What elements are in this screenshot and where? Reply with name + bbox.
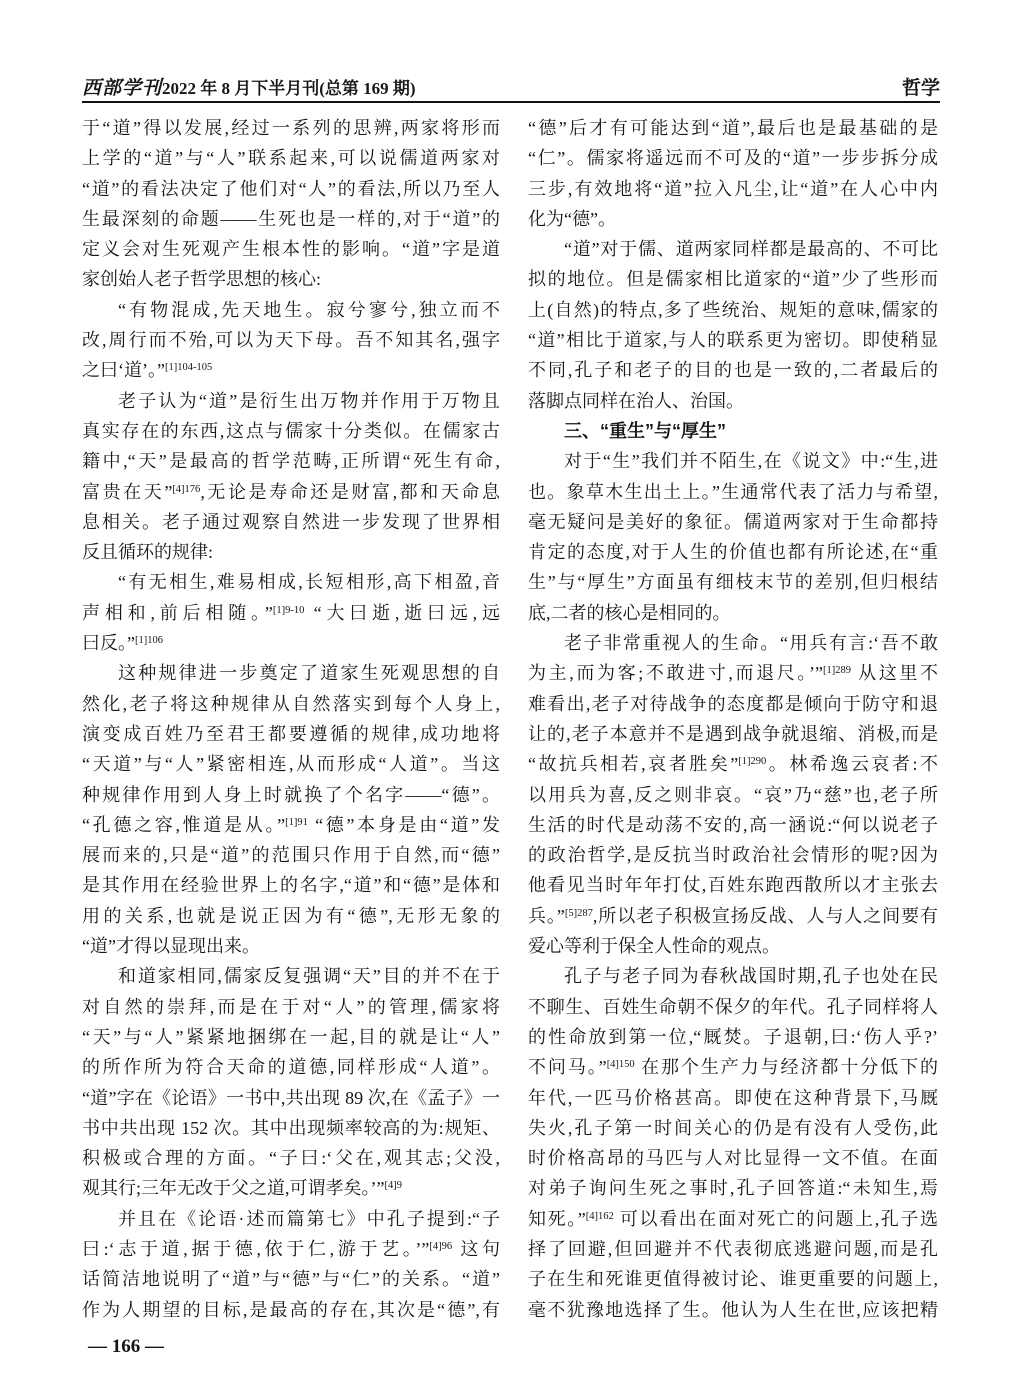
paragraph — [82, 961, 500, 1203]
text-run: “故抗兵相若,哀者胜矣” — [528, 754, 739, 775]
paragraph — [528, 628, 938, 961]
text-line: 息相关。老子通过观察自然进一步发现了世界相 — [82, 511, 500, 532]
text-line — [82, 1173, 500, 1203]
text-run: 之曰‘道’。” — [82, 360, 165, 381]
text-line: 用的关系,也就是说正因为有“德”,无形无象的 — [82, 905, 500, 926]
text-line: 作为人期望的目标,是最高的存在,其次是“德”,有 — [82, 1299, 500, 1320]
section-label: 哲学 — [901, 78, 940, 99]
text-line: 老子认为“道”是衍生出万物并作用于万物且 — [118, 390, 500, 411]
text-line: 爱心等利于保全人性命的观点。 — [528, 936, 780, 957]
text-line: 落脚点同样在治人、治国。 — [528, 390, 744, 411]
text-line: 化为“德”。 — [528, 208, 616, 229]
text-line: 种规律作用到人身上时就换了个名字——“德”。 — [82, 784, 500, 805]
citation-superscript: [4]162 — [585, 1210, 614, 1222]
text-line — [528, 1052, 938, 1082]
text-line — [528, 749, 938, 779]
text-line: “天道”与“人”紧密相连,从而形成“人道”。当这 — [82, 754, 500, 775]
text-line: 于“道”得以发展,经过一系列的思辨,两家将形而 — [82, 118, 500, 138]
citation-superscript: [1]290 — [738, 756, 767, 768]
text-line: 的所作所为符合天命的道德,同样形成“人道”。 — [82, 1057, 500, 1078]
text-run: 富贵在天” — [82, 481, 173, 502]
text-run: ,无论是寿命还是财富,都和天命息 — [200, 481, 500, 502]
header-rule — [82, 101, 940, 103]
text-run: ,所以老子积极宣扬反战、人与人之间要有 — [592, 905, 938, 926]
text-line — [82, 810, 500, 840]
text-line: 是其作用在经验世界上的名字,“道”和“德”是体和 — [82, 875, 500, 896]
text-run: 为主,而为客;不敢进寸,而退尺。’” — [528, 663, 823, 684]
text-line: 反且循环的规律: — [82, 542, 214, 563]
text-line: “有无相生,难易相成,长短相形,高下相盈,音 — [118, 572, 500, 593]
text-line: 的性命放到第一位,“厩焚。子退朝,曰:‘伤人乎?’ — [528, 1026, 938, 1047]
text-line: 籍中,“天”是最高的哲学范畴,正所谓“死生有命, — [82, 451, 500, 472]
text-run: 声相和,前后相随。” — [82, 602, 273, 623]
citation-superscript: [1]289 — [823, 665, 851, 677]
text-line: “道”的看法决定了他们对“人”的看法,所以乃至人 — [82, 178, 500, 199]
citation-superscript: [5]287 — [564, 907, 593, 919]
text-line: 书中共出现 152 次。其中出现频率较高的为:规矩、 — [82, 1117, 500, 1138]
text-line — [528, 901, 938, 931]
text-line: 演变成百姓乃至君王都要遵循的规律,成功地将 — [82, 723, 500, 744]
text-line: 积极或合理的方面。“子曰:‘父在,观其志;父没, — [82, 1148, 500, 1169]
text-line: “德”后才有可能达到“道”,最后也是最基础的是 — [528, 118, 938, 138]
text-line: 和道家相同,儒家反复强调“天”目的并不在于 — [118, 966, 500, 987]
text-line: 不聊生、百姓生命朝不保夕的年代。孔子同样将人 — [528, 996, 938, 1017]
paragraph — [528, 113, 938, 234]
text-line: 老子非常重视人的生命。“用兵有言:‘吾不敢 — [564, 633, 938, 654]
text-line — [82, 628, 500, 658]
paragraph — [82, 386, 500, 568]
paragraph — [82, 1204, 500, 1325]
text-run: 从这里不 — [851, 663, 938, 684]
text-line: 生活的时代是动荡不安的,高一涵说:“何以说老子 — [528, 814, 938, 835]
text-line: “有物混成,先天地生。寂兮寥兮,独立而不 — [118, 299, 500, 320]
citation-superscript: [1]91 — [285, 816, 308, 828]
text-line: 也。象草木生出土上。”生通常代表了活力与希望, — [528, 481, 938, 502]
text-run: “德”本身是由“道”发 — [307, 814, 500, 835]
text-line: 上(自然)的特点,多了些统治、规矩的意味,儒家的 — [528, 299, 938, 320]
citation-superscript: [4]150 — [606, 1059, 635, 1071]
paragraph — [82, 113, 500, 295]
text-run: “大曰逝,逝曰远,远 — [304, 602, 500, 623]
text-run: 兵。” — [528, 905, 565, 926]
text-line: 他看见当时年年打仗,百姓东跑西散所以才主张去 — [528, 875, 938, 896]
paragraph — [528, 446, 938, 628]
text-line: 年代,一匹马价格甚高。即使在这种背景下,马厩 — [528, 1087, 938, 1108]
text-line: 然化,老子将这种规律从自然落实到每个人身上, — [82, 693, 500, 714]
paragraph — [82, 658, 500, 961]
text-run: 。林希逸云哀者:不 — [766, 754, 938, 775]
text-line: 难看出,老子对待战争的态度都是倾向于防守和退 — [528, 693, 938, 714]
right-column — [528, 113, 938, 1325]
text-line: 改,周行而不殆,可以为天下母。吾不知其名,强字 — [82, 330, 500, 351]
text-run: 在那个生产力与经济都十分低下的 — [634, 1057, 938, 1078]
text-line: 对于“生”我们并不陌生,在《说文》中:“生,进 — [564, 451, 938, 472]
text-line: 孔子与老子同为春秋战国时期,孔子也处在民 — [564, 966, 938, 987]
text-line: 这种规律进一步奠定了道家生死观思想的自 — [118, 663, 500, 684]
text-line: “道”相比于道家,与人的联系更为密切。即使稍显 — [528, 330, 938, 351]
text-line: 话简洁地说明了“道”与“德”与“仁”的关系。“道” — [82, 1269, 500, 1290]
text-run: 可以看出在面对死亡的问题上,孔子选 — [613, 1208, 938, 1229]
text-line: “仁”。儒家将遥远而不可及的“道”一步步拆分成 — [528, 148, 938, 169]
running-header — [82, 73, 940, 100]
text-line: 上学的“道”与“人”联系起来,可以说儒道两家对 — [82, 148, 500, 169]
text-line — [528, 1204, 938, 1234]
citation-superscript: [1]9-10 — [272, 604, 305, 616]
text-line — [82, 355, 500, 385]
text-line: 择了回避,但回避并不代表彻底逃避问题,而是孔 — [528, 1238, 938, 1259]
citation-superscript: [4]176 — [172, 483, 201, 495]
text-line: “道”才得以显现出来。 — [82, 936, 260, 957]
text-line: 的政治哲学,是反抗当时政治社会情形的呢?因为 — [528, 845, 938, 866]
paragraph — [528, 234, 938, 416]
citation-superscript: [1]104-105 — [164, 362, 213, 374]
paragraph — [82, 567, 500, 658]
text-line: 毫无疑问是美好的象征。儒道两家对于生命都持 — [528, 511, 938, 532]
text-line: 家创始人老子哲学思想的核心: — [82, 269, 321, 290]
section-heading: 三、“重生”与“厚生” — [564, 420, 726, 441]
page-number: — 166 — — [88, 1336, 164, 1357]
text-run: “孔德之容,惟道是从。” — [82, 814, 286, 835]
citation-superscript: [4]9 — [384, 1180, 402, 1192]
text-line: 毫不犹豫地选择了生。他认为人生在世,应该把精 — [528, 1299, 938, 1320]
text-line: 时价格高昂的马匹与人对比显得一文不值。在面 — [528, 1148, 938, 1169]
text-line: 不同,孔子和老子的目的也是一致的,二者最后的 — [528, 360, 938, 381]
issue-info: 2022 年 8 月下半月刊(总第 169 期) — [162, 79, 416, 98]
text-line: 子在生和死谁更值得被讨论、谁更重要的问题上, — [528, 1269, 938, 1290]
text-line: “天”与“人”紧紧地捆绑在一起,目的就是让“人” — [82, 1026, 500, 1047]
text-line — [82, 1234, 500, 1264]
text-line: 拟的地位。但是儒家相比道家的“道”少了些形而 — [528, 269, 938, 290]
left-column — [82, 113, 500, 1325]
text-line: 让的,老子本意并不是遇到战争就退缩、消极,而是 — [528, 723, 938, 744]
text-line: 对弟子询问生死之事时,孔子回答道:“未知生,焉 — [528, 1178, 938, 1199]
paragraph — [82, 295, 500, 386]
text-line — [82, 598, 500, 628]
text-run: 观其行;三年无改于父之道,可谓孝矣。’” — [82, 1178, 385, 1199]
text-line — [82, 477, 500, 507]
text-line: 三步,有效地将“道”拉入凡尘,让“道”在人心中内 — [528, 178, 938, 199]
text-line: 定义会对生死观产生根本性的影响。“道”字是道 — [82, 239, 500, 260]
text-line — [528, 658, 938, 688]
text-line: “道”字在《论语》一书中,共出现 89 次,在《孟子》一 — [82, 1087, 500, 1108]
text-line: 肯定的态度,对于人生的价值也都有所论述,在“重 — [528, 542, 938, 563]
text-line: 以用兵为喜,反之则非哀。“哀”乃“慈”也,老子所 — [528, 784, 938, 805]
text-run: 曰反。” — [82, 633, 135, 654]
text-line: 并且在《论语·述而篇第七》中孔子提到:“子 — [118, 1208, 500, 1229]
text-line: 对自然的崇拜,而是在于对“人”的管理,儒家将 — [82, 996, 500, 1017]
text-line: 生”与“厚生”方面虽有细枝末节的差别,但归根结 — [528, 572, 938, 593]
text-run: 知死。” — [528, 1208, 586, 1229]
text-line: 失火,孔子第一时间关心的仍是有没有人受伤,此 — [528, 1117, 938, 1138]
text-line: 真实存在的东西,这点与儒家十分类似。在儒家古 — [82, 420, 500, 441]
text-run: 不问马。” — [528, 1057, 607, 1078]
text-line: 底,二者的核心是相同的。 — [528, 602, 731, 623]
text-line: 生最深刻的命题——生死也是一样的,对于“道”的 — [82, 208, 500, 229]
citation-superscript: [1]106 — [135, 635, 163, 647]
text-line: “道”对于儒、道两家同样都是最高的、不可比 — [564, 239, 938, 260]
text-line: 展而来的,只是“道”的范围只作用于自然,而“德” — [82, 845, 500, 866]
citation-superscript: [4]96 — [429, 1240, 453, 1252]
text-run: 曰:‘志于道,据于德,依于仁,游于艺。’” — [82, 1238, 430, 1259]
text-run: 这句 — [452, 1238, 500, 1259]
journal-logo: 西部学刊 — [82, 78, 163, 99]
paragraph — [528, 961, 938, 1325]
